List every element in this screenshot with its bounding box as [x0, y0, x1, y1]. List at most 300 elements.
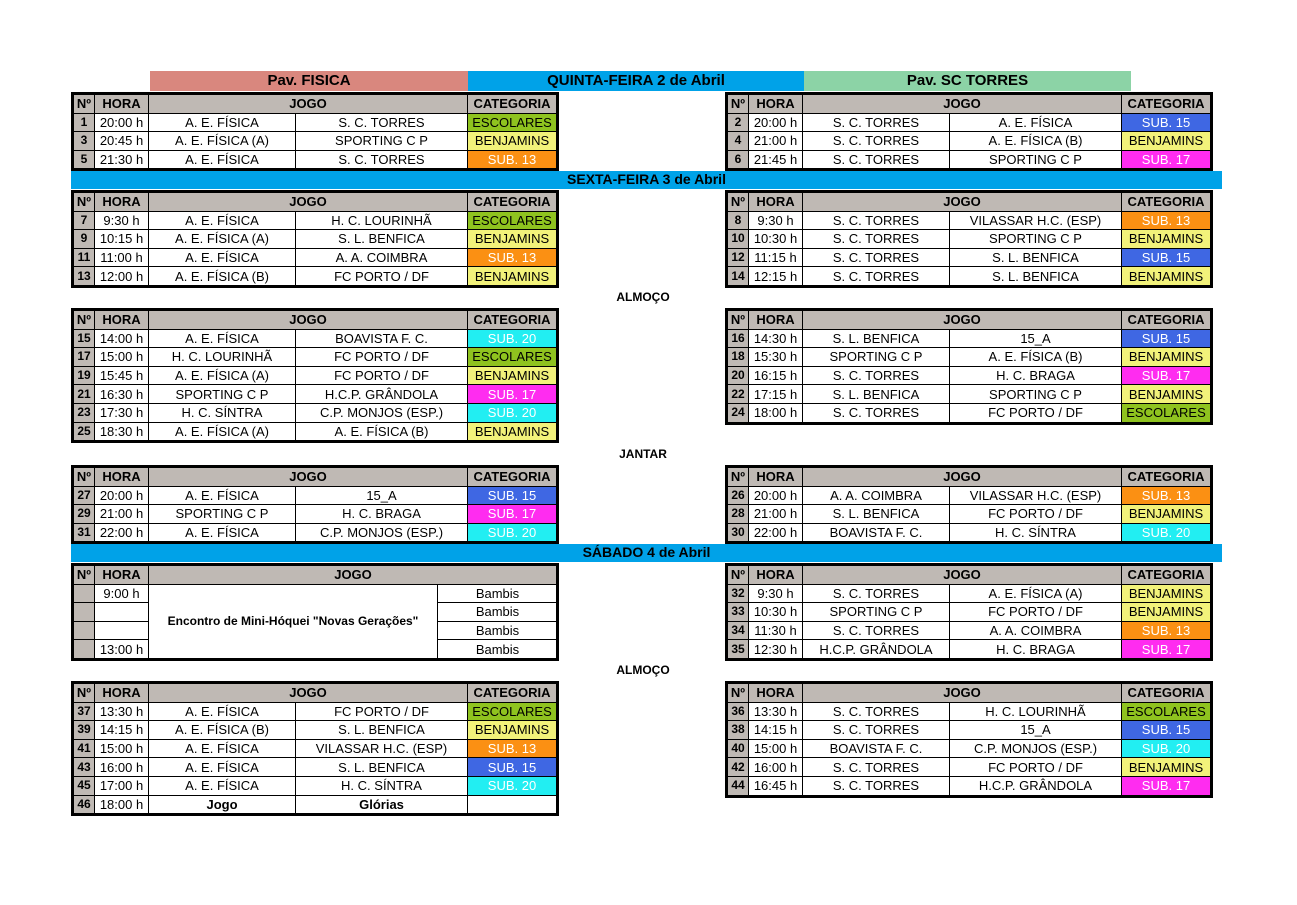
game-number: 12 [727, 248, 749, 267]
category-badge: BENJAMINS [1122, 505, 1212, 524]
schedule-table-fri-pm-fisica [71, 308, 559, 443]
table-row [727, 385, 1212, 404]
column-header-category: CATEGORIA [1122, 94, 1212, 114]
category-badge: BENJAMINS [468, 230, 558, 249]
category-badge: SUB. 17 [1122, 776, 1212, 796]
column-header-num: Nº [727, 683, 749, 703]
game-number: 2 [727, 113, 749, 132]
category-badge: SUB. 13 [1122, 486, 1212, 505]
game-time: 9:30 h [749, 211, 803, 230]
game-number: 40 [727, 739, 749, 758]
column-header-time: HORA [749, 467, 803, 487]
column-header-time: HORA [95, 94, 149, 114]
game-number: 25 [73, 422, 95, 442]
column-header-num: Nº [73, 94, 95, 114]
table-row [727, 150, 1212, 170]
minihockey-event: Encontro de Mini-Hóquei "Novas Gerações" [149, 584, 438, 659]
column-header-num: Nº [73, 192, 95, 212]
game-number: 31 [73, 523, 95, 543]
home-team: SPORTING C P [149, 505, 296, 524]
schedule-table-sat-pm-fisica [71, 681, 559, 816]
table-header-row [73, 683, 558, 703]
home-team: BOAVISTA F. C. [803, 739, 950, 758]
away-team: H. C. BRAGA [296, 505, 468, 524]
table-header-row [727, 467, 1212, 487]
game-number: 26 [727, 486, 749, 505]
column-header-time: HORA [95, 467, 149, 487]
schedule-table-fri-am-torres [725, 190, 1213, 288]
away-team: VILASSAR H.C. (ESP) [950, 486, 1122, 505]
schedule-table-fri-night-fisica [71, 465, 559, 544]
game-number [73, 603, 95, 622]
game-time: 9:00 h [95, 584, 149, 603]
column-header-time: HORA [95, 192, 149, 212]
away-team: A. E. FÍSICA (B) [950, 132, 1122, 151]
home-team: A. A. COIMBRA [803, 486, 950, 505]
column-header-game: JOGO [803, 565, 1122, 585]
column-header-num: Nº [727, 192, 749, 212]
game-number: 11 [73, 248, 95, 267]
away-team: A. A. COIMBRA [950, 621, 1122, 640]
game-number: 41 [73, 739, 95, 758]
table-row [727, 776, 1212, 796]
away-team: A. E. FÍSICA [950, 113, 1122, 132]
game-time: 12:30 h [749, 640, 803, 660]
game-time: 18:00 h [95, 795, 149, 815]
game-time: 14:15 h [749, 721, 803, 740]
break-lunch-friday: ALMOÇO [616, 290, 670, 304]
game-time: 9:30 h [749, 584, 803, 603]
category-badge: SUB. 15 [1122, 329, 1212, 348]
column-header-game: JOGO [803, 310, 1122, 330]
game-time: 18:30 h [95, 422, 149, 442]
table-row [727, 758, 1212, 777]
home-team: SPORTING C P [149, 385, 296, 404]
game-number: 8 [727, 211, 749, 230]
home-team: A. E. FÍSICA [149, 758, 296, 777]
away-team: C.P. MONJOS (ESP.) [296, 403, 468, 422]
game-time: 14:00 h [95, 329, 149, 348]
column-header-game: JOGO [149, 467, 468, 487]
schedule-table-fri-pm-torres [725, 308, 1213, 425]
away-team: H. C. BRAGA [950, 366, 1122, 385]
category-badge: SUB. 15 [1122, 248, 1212, 267]
home-team: A. E. FÍSICA (B) [149, 721, 296, 740]
home-team: S. C. TORRES [803, 366, 950, 385]
game-time [95, 603, 149, 622]
column-header-time: HORA [749, 565, 803, 585]
game-time: 12:15 h [749, 267, 803, 287]
category-badge: BENJAMINS [468, 721, 558, 740]
table-header-row [73, 310, 558, 330]
header-pav-sc-torres: Pav. SC TORRES [804, 71, 1131, 91]
category-badge: BENJAMINS [1122, 758, 1212, 777]
home-team: H. C. SÍNTRA [149, 403, 296, 422]
game-time: 21:00 h [749, 505, 803, 524]
column-header-game: JOGO [803, 467, 1122, 487]
game-number: 45 [73, 776, 95, 795]
schedule-table-thu-torres [725, 92, 1213, 171]
column-header-time: HORA [749, 192, 803, 212]
away-team: 15_A [950, 721, 1122, 740]
category-badge: BENJAMINS [1122, 584, 1212, 603]
table-row [73, 739, 558, 758]
schedule-table-fri-night-torres [725, 465, 1213, 544]
category-badge: SUB. 15 [1122, 721, 1212, 740]
column-header-game: JOGO [803, 192, 1122, 212]
home-team: A. E. FÍSICA [149, 211, 296, 230]
column-header-category: CATEGORIA [1122, 310, 1212, 330]
table-row [73, 523, 558, 543]
category-badge: SUB. 17 [1122, 150, 1212, 170]
category-badge: ESCOLARES [468, 348, 558, 367]
home-team: A. E. FÍSICA [149, 776, 296, 795]
column-header-category: CATEGORIA [1122, 192, 1212, 212]
column-header-num: Nº [727, 467, 749, 487]
home-team: A. E. FÍSICA [149, 702, 296, 721]
home-team: H. C. LOURINHÃ [149, 348, 296, 367]
category-badge: SUB. 17 [468, 385, 558, 404]
game-number: 28 [727, 505, 749, 524]
table-row [727, 739, 1212, 758]
game-number [73, 621, 95, 640]
game-time: 15:45 h [95, 366, 149, 385]
game-number: 42 [727, 758, 749, 777]
column-header-game: JOGO [149, 94, 468, 114]
table-row [73, 385, 558, 404]
table-row [73, 348, 558, 367]
column-header-num: Nº [73, 467, 95, 487]
home-team: A. E. FÍSICA (A) [149, 230, 296, 249]
game-number: 19 [73, 366, 95, 385]
home-team: A. E. FÍSICA [149, 739, 296, 758]
away-team: A. E. FÍSICA (B) [296, 422, 468, 442]
home-team: S. C. TORRES [803, 150, 950, 170]
table-row [73, 702, 558, 721]
home-team: S. C. TORRES [803, 702, 950, 721]
game-number: 32 [727, 584, 749, 603]
table-row [73, 366, 558, 385]
column-header-num: Nº [727, 94, 749, 114]
category-badge: SUB. 17 [1122, 640, 1212, 660]
game-number: 23 [73, 403, 95, 422]
home-team: BOAVISTA F. C. [803, 523, 950, 543]
schedule-table-fri-am-fisica [71, 190, 559, 288]
game-time: 11:15 h [749, 248, 803, 267]
category-badge: SUB. 20 [468, 403, 558, 422]
away-team: S. L. BENFICA [296, 721, 468, 740]
category-badge: BENJAMINS [1122, 132, 1212, 151]
day-band-saturday: SÁBADO 4 de Abril [71, 544, 1222, 562]
category-badge: BENJAMINS [468, 267, 558, 287]
game-number: 38 [727, 721, 749, 740]
away-team: FC PORTO / DF [950, 403, 1122, 423]
table-row [73, 132, 558, 151]
game-time: 17:15 h [749, 385, 803, 404]
category-badge: Bambis [438, 584, 558, 603]
table-row [727, 348, 1212, 367]
game-number: 44 [727, 776, 749, 796]
column-header-time: HORA [95, 565, 149, 585]
category-badge: SUB. 20 [468, 523, 558, 543]
category-badge: SUB. 15 [468, 486, 558, 505]
table-row [73, 230, 558, 249]
game-time: 9:30 h [95, 211, 149, 230]
home-team: S. C. TORRES [803, 113, 950, 132]
away-team: FC PORTO / DF [296, 267, 468, 287]
column-header-game: JOGO [149, 683, 468, 703]
home-team: S. C. TORRES [803, 132, 950, 151]
column-header-game: JOGO [149, 565, 558, 585]
game-number: 21 [73, 385, 95, 404]
column-header-category: CATEGORIA [468, 192, 558, 212]
home-team: A. E. FÍSICA [149, 329, 296, 348]
game-time: 11:30 h [749, 621, 803, 640]
category-badge: SUB. 13 [1122, 621, 1212, 640]
table-row [727, 621, 1212, 640]
category-badge: BENJAMINS [1122, 603, 1212, 622]
schedule-table-sat-am-torres [725, 563, 1213, 661]
game-number [73, 584, 95, 603]
category-badge: ESCOLARES [468, 211, 558, 230]
home-team: A. E. FÍSICA [149, 150, 296, 170]
game-number: 43 [73, 758, 95, 777]
column-header-time: HORA [95, 683, 149, 703]
away-team: S. L. BENFICA [950, 248, 1122, 267]
game-number [73, 640, 95, 660]
column-header-num: Nº [727, 565, 749, 585]
game-time: 16:00 h [95, 758, 149, 777]
game-time: 10:30 h [749, 603, 803, 622]
game-time: 20:00 h [749, 486, 803, 505]
away-team: SPORTING C P [950, 385, 1122, 404]
table-row [727, 230, 1212, 249]
game-time: 21:45 h [749, 150, 803, 170]
table-row [73, 403, 558, 422]
category-badge: BENJAMINS [1122, 267, 1212, 287]
game-number: 6 [727, 150, 749, 170]
table-row [73, 584, 558, 603]
game-number: 37 [73, 702, 95, 721]
game-time: 16:15 h [749, 366, 803, 385]
home-team: A. E. FÍSICA [149, 113, 296, 132]
away-team: S. C. TORRES [296, 113, 468, 132]
column-header-category: CATEGORIA [1122, 565, 1212, 585]
column-header-time: HORA [749, 683, 803, 703]
game-number: 10 [727, 230, 749, 249]
category-badge: Bambis [438, 640, 558, 660]
table-row [73, 113, 558, 132]
column-header-game: JOGO [803, 683, 1122, 703]
game-number: 24 [727, 403, 749, 423]
category-badge: ESCOLARES [468, 113, 558, 132]
home-team: H.C.P. GRÂNDOLA [803, 640, 950, 660]
column-header-num: Nº [73, 683, 95, 703]
game-number: 17 [73, 348, 95, 367]
header-pav-fisica: Pav. FISICA [150, 71, 468, 91]
table-row [727, 721, 1212, 740]
table-header-row [727, 565, 1212, 585]
home-team: S. C. TORRES [803, 403, 950, 423]
column-header-time: HORA [749, 310, 803, 330]
schedule-table-thu-fisica [71, 92, 559, 171]
game-time: 16:00 h [749, 758, 803, 777]
game-time: 10:15 h [95, 230, 149, 249]
table-row [73, 721, 558, 740]
away-team: FC PORTO / DF [296, 348, 468, 367]
away-team: SPORTING C P [950, 230, 1122, 249]
category-badge [468, 795, 558, 815]
game-number: 20 [727, 366, 749, 385]
away-team: S. L. BENFICA [296, 758, 468, 777]
category-badge: Bambis [438, 603, 558, 622]
column-header-category: CATEGORIA [468, 94, 558, 114]
home-team: S. C. TORRES [803, 584, 950, 603]
table-row [727, 584, 1212, 603]
home-team: SPORTING C P [803, 348, 950, 367]
away-team: H.C.P. GRÂNDOLA [950, 776, 1122, 796]
away-team: H. C. LOURINHÃ [296, 211, 468, 230]
game-number: 29 [73, 505, 95, 524]
break-dinner-friday: JANTAR [619, 447, 667, 461]
game-number: 15 [73, 329, 95, 348]
home-team: Jogo [149, 795, 296, 815]
category-badge: BENJAMINS [1122, 385, 1212, 404]
table-row [727, 113, 1212, 132]
game-time: 13:30 h [749, 702, 803, 721]
home-team: S. C. TORRES [803, 230, 950, 249]
home-team: A. E. FÍSICA (A) [149, 366, 296, 385]
game-number: 39 [73, 721, 95, 740]
game-number: 13 [73, 267, 95, 287]
away-team: H. C. SÍNTRA [296, 776, 468, 795]
column-header-category: CATEGORIA [468, 467, 558, 487]
home-team: A. E. FÍSICA (B) [149, 267, 296, 287]
table-row [73, 329, 558, 348]
home-team: S. C. TORRES [803, 267, 950, 287]
game-time: 16:45 h [749, 776, 803, 796]
game-time: 20:00 h [749, 113, 803, 132]
game-number: 27 [73, 486, 95, 505]
game-time: 20:45 h [95, 132, 149, 151]
category-badge: BENJAMINS [468, 422, 558, 442]
column-header-category: CATEGORIA [1122, 683, 1212, 703]
game-time: 11:00 h [95, 248, 149, 267]
away-team: A. E. FÍSICA (B) [950, 348, 1122, 367]
game-number: 14 [727, 267, 749, 287]
away-team: VILASSAR H.C. (ESP) [950, 211, 1122, 230]
table-header-row [73, 192, 558, 212]
game-time: 18:00 h [749, 403, 803, 423]
game-time: 17:00 h [95, 776, 149, 795]
category-badge: SUB. 15 [1122, 113, 1212, 132]
column-header-num: Nº [73, 310, 95, 330]
table-row [727, 403, 1212, 423]
away-team: FC PORTO / DF [296, 702, 468, 721]
game-number: 16 [727, 329, 749, 348]
game-number: 33 [727, 603, 749, 622]
category-badge: SUB. 17 [468, 505, 558, 524]
game-number: 34 [727, 621, 749, 640]
day-band-friday: SEXTA-FEIRA 3 de Abril [71, 171, 1222, 189]
away-team: A. E. FÍSICA (A) [950, 584, 1122, 603]
home-team: S. L. BENFICA [803, 385, 950, 404]
game-time: 15:30 h [749, 348, 803, 367]
away-team: C.P. MONJOS (ESP.) [296, 523, 468, 543]
schedule-table-sat-am-minihockey [71, 563, 559, 661]
home-team: S. L. BENFICA [803, 505, 950, 524]
game-time: 20:00 h [95, 113, 149, 132]
category-badge: SUB. 20 [1122, 523, 1212, 543]
away-team: SPORTING C P [296, 132, 468, 151]
game-number: 22 [727, 385, 749, 404]
category-badge: SUB. 17 [1122, 366, 1212, 385]
table-row [73, 267, 558, 287]
category-badge: SUB. 13 [468, 150, 558, 170]
away-team: SPORTING C P [950, 150, 1122, 170]
game-time: 16:30 h [95, 385, 149, 404]
category-badge: ESCOLARES [1122, 403, 1212, 423]
game-time: 22:00 h [95, 523, 149, 543]
game-time: 21:00 h [749, 132, 803, 151]
table-row [73, 211, 558, 230]
game-time: 13:00 h [95, 640, 149, 660]
home-team: S. C. TORRES [803, 211, 950, 230]
game-number: 30 [727, 523, 749, 543]
table-header-row [727, 683, 1212, 703]
column-header-game: JOGO [149, 192, 468, 212]
table-row [73, 758, 558, 777]
game-number: 9 [73, 230, 95, 249]
column-header-num: Nº [73, 565, 95, 585]
category-badge: BENJAMINS [468, 132, 558, 151]
column-header-game: JOGO [803, 94, 1122, 114]
game-number: 5 [73, 150, 95, 170]
away-team: H.C.P. GRÂNDOLA [296, 385, 468, 404]
game-number: 36 [727, 702, 749, 721]
category-badge: SUB. 15 [468, 758, 558, 777]
game-time: 13:30 h [95, 702, 149, 721]
header-day-thursday: QUINTA-FEIRA 2 de Abril [468, 71, 804, 91]
game-time: 14:30 h [749, 329, 803, 348]
category-badge: SUB. 13 [1122, 211, 1212, 230]
category-badge: SUB. 13 [468, 739, 558, 758]
category-badge: ESCOLARES [1122, 702, 1212, 721]
table-header-row [73, 467, 558, 487]
table-row [73, 795, 558, 815]
column-header-category: CATEGORIA [1122, 467, 1212, 487]
home-team: A. E. FÍSICA (A) [149, 132, 296, 151]
game-time: 15:00 h [95, 739, 149, 758]
home-team: A. E. FÍSICA [149, 523, 296, 543]
category-badge: BENJAMINS [1122, 230, 1212, 249]
home-team: S. L. BENFICA [803, 329, 950, 348]
game-time: 15:00 h [95, 348, 149, 367]
home-team: A. E. FÍSICA [149, 486, 296, 505]
table-row [727, 505, 1212, 524]
game-time: 14:15 h [95, 721, 149, 740]
table-row [73, 150, 558, 170]
away-team: FC PORTO / DF [950, 758, 1122, 777]
away-team: FC PORTO / DF [296, 366, 468, 385]
category-badge: ESCOLARES [468, 702, 558, 721]
game-time: 20:00 h [95, 486, 149, 505]
away-team: FC PORTO / DF [950, 603, 1122, 622]
away-team: FC PORTO / DF [950, 505, 1122, 524]
away-team: A. A. COIMBRA [296, 248, 468, 267]
table-row [727, 640, 1212, 660]
home-team: S. C. TORRES [803, 776, 950, 796]
